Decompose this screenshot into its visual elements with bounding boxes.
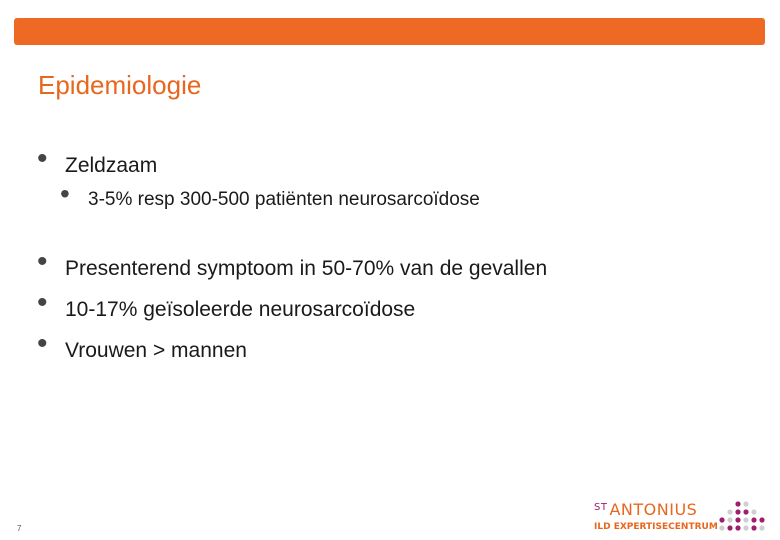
logo-st: ST — [594, 502, 608, 513]
bullet-text: 10-17% geïsoleerde neurosarcoïdose — [65, 298, 416, 321]
page-number: 7 — [17, 524, 22, 533]
bullet-icon: • — [37, 286, 48, 319]
bullet-text: Zeldzaam — [65, 154, 158, 177]
slide-title: Epidemiologie — [38, 70, 202, 100]
sub-bullet-text: 3-5% resp 300-500 patiënten neurosarcoïdose — [88, 189, 480, 210]
bullet-text: Vrouwen > mannen — [65, 339, 247, 362]
logo-wordmark — [594, 500, 697, 519]
st-antonius-logo — [592, 500, 772, 536]
logo-name: ANTONIUS — [609, 500, 698, 519]
bullet-icon: • — [37, 142, 48, 175]
logo-dots-icon — [716, 500, 768, 536]
logo-subtitle: ILD EXPERTISECENTRUM — [594, 522, 718, 532]
bullet-text: Presenterend symptoom in 50-70% van de gevallen — [65, 257, 548, 280]
top-banner-bar — [14, 18, 765, 45]
bullet-icon: • — [37, 327, 48, 360]
bullet-icon: • — [37, 245, 48, 278]
bullet-icon: • — [60, 178, 70, 209]
